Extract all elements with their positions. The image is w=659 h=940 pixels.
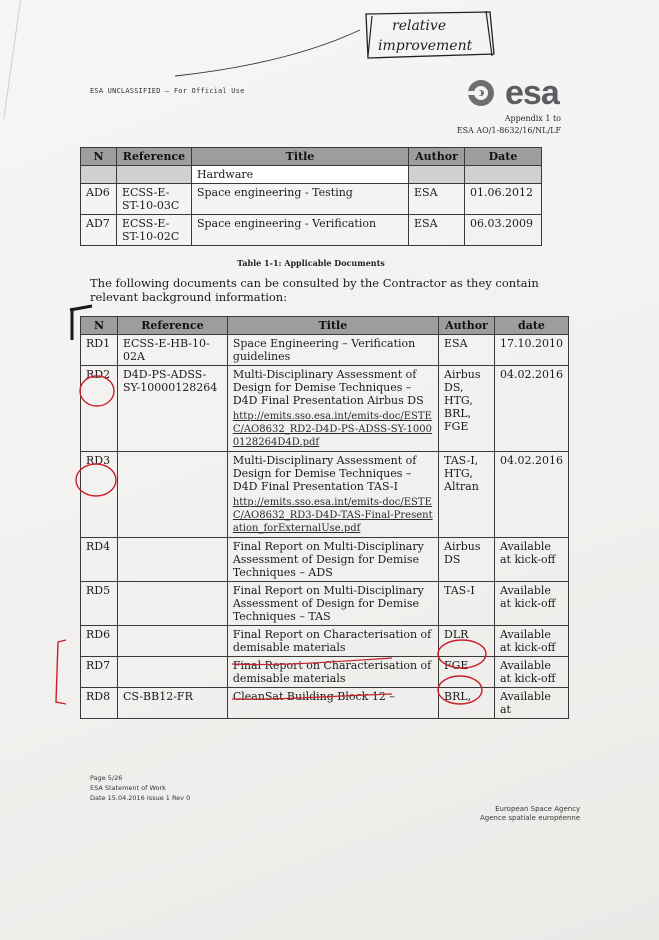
row-date: Available at kick-off [494,538,568,582]
row-title [227,452,438,538]
col-n: N [81,148,117,166]
row-n: AD7 [81,215,117,246]
col-title: Title [191,148,408,166]
row-n: RD8 [81,688,118,719]
table-row [81,688,569,719]
row-title [227,366,438,452]
esa-logo-icon [455,78,503,108]
col-n: N [81,317,118,335]
row-title-text: Multi-Disciplinary Assessment of Design for Demise Techniques – D4D Final Presentation TAS-I [232,454,417,493]
intro-paragraph: The following documents can be consulted by the Contractor as they contain relevant background information: [90,276,539,304]
row-title [227,538,438,582]
table-row [81,626,569,657]
row-date: 06.03.2009 [465,215,542,246]
row-title-text: Final Report on Characterisation of demisable materials [232,628,432,654]
row-title-text: Multi-Disciplinary Assessment of Design for Demise Techniques – D4D Final Presentation Airbus DS [232,368,424,407]
row-reference [117,657,227,688]
row-author: FGE [439,657,495,688]
row-n: AD6 [81,184,117,215]
classification-label: ESA UNCLASSIFIED – For Official Use [90,87,245,95]
row-author: ESA [409,184,465,215]
row-reference: CS-BB12-FR [117,688,227,719]
row-date: Available at kick-off [494,657,568,688]
row-title-text: Space Engineering – Verification guidelines [232,337,416,363]
row-reference: ECSS-E-ST-10-03C [116,184,191,215]
footer-info [90,773,190,803]
row-title: Space engineering - Verification [191,215,408,246]
row-title-text: Final Report on Multi-Disciplinary Assessment of Design for Demise Techniques – TAS [232,584,424,623]
handwritten-note [358,8,498,60]
table-header-row [81,317,569,335]
section-label: Hardware [191,166,408,184]
row-reference: ECSS-E-HB-10-02A [117,335,227,366]
row-author: BRL, [439,688,495,719]
table-row [81,184,542,215]
row-title [227,657,438,688]
row-title [227,582,438,626]
row-author: TAS-I, HTG, Altran [439,452,495,538]
reference-documents-table [80,316,569,719]
table-header-row [81,148,542,166]
table-caption: Table 1-1: Applicable Documents [237,258,385,268]
agency-name [480,805,580,823]
row-n: RD1 [81,335,118,366]
row-author: Airbus DS, HTG, BRL, FGE [439,366,495,452]
row-date: Available at kick-off [494,626,568,657]
col-author: Author [409,148,465,166]
esa-logo-text: esa [505,74,559,112]
row-author: TAS-I [439,582,495,626]
table-row [81,582,569,626]
row-title-text: Final Report on Characterisation of demisable materials [232,659,432,685]
row-reference [117,626,227,657]
row-date: 01.06.2012 [465,184,542,215]
row-reference [117,538,227,582]
footer-doc: ESA Statement of Work [90,784,166,792]
agency-fr: Agence spatiale européenne [480,814,581,822]
row-n: RD3 [81,452,118,538]
handwritten-note-line1: relative [392,18,447,34]
row-date: Available at kick-off [494,582,568,626]
table-row [81,657,569,688]
table-row [81,335,569,366]
row-author: ESA [409,215,465,246]
col-title: Title [227,317,438,335]
applicable-documents-table [80,147,542,246]
row-date: 04.02.2016 [494,452,568,538]
col-reference: Reference [116,148,191,166]
row-author: DLR [439,626,495,657]
appendix-line2: ESA AO/1-8632/16/NL/LF [456,126,561,135]
row-n: RD2 [81,366,118,452]
row-n: RD5 [81,582,118,626]
row-title [227,688,438,719]
col-reference: Reference [117,317,227,335]
row-title [227,626,438,657]
row-n: RD6 [81,626,118,657]
row-reference [117,582,227,626]
row-author: Airbus DS [439,538,495,582]
table-row [81,366,569,452]
row-date: 04.02.2016 [494,366,568,452]
footer-date: Date 15.04.2016 Issue 1 Rev 0 [90,794,191,802]
agency-en: European Space Agency [495,805,581,813]
document-link[interactable]: http://emits.sso.esa.int/emits-doc/ESTEC/AO8632_RD2-D4D-PS-ADSS-SY-10000128264D4D.pdf [232,411,432,448]
table-row [81,538,569,582]
row-title-text: CleanSat Building Block 12 – [232,690,395,703]
row-reference [117,452,227,538]
row-title [227,335,438,366]
row-author: ESA [439,335,495,366]
appendix-line1: Appendix 1 to [504,114,561,123]
col-date: Date [465,148,542,166]
row-n: RD4 [81,538,118,582]
col-author: Author [439,317,495,335]
row-date: Available at [494,688,568,719]
row-date: 17.10.2010 [494,335,568,366]
table-row [81,452,569,538]
row-title-text: Final Report on Multi-Disciplinary Assessment of Design for Demise Techniques – ADS [232,540,424,579]
col-date: date [494,317,568,335]
handwritten-note-line2: improvement [378,38,473,54]
row-title: Space engineering - Testing [191,184,408,215]
table-row [81,215,542,246]
section-row [81,166,542,184]
appendix-reference [457,113,561,137]
footer-page: Page 5/26 [90,774,123,782]
row-reference: ECSS-E-ST-10-02C [116,215,191,246]
document-link[interactable]: http://emits.sso.esa.int/emits-doc/ESTEC/AO8632_RD3-D4D-TAS-Final-Presentation_forExternalUse.pdf [232,497,433,534]
row-reference: D4D-PS-ADSS-SY-10000128264 [117,366,227,452]
row-n: RD7 [81,657,118,688]
